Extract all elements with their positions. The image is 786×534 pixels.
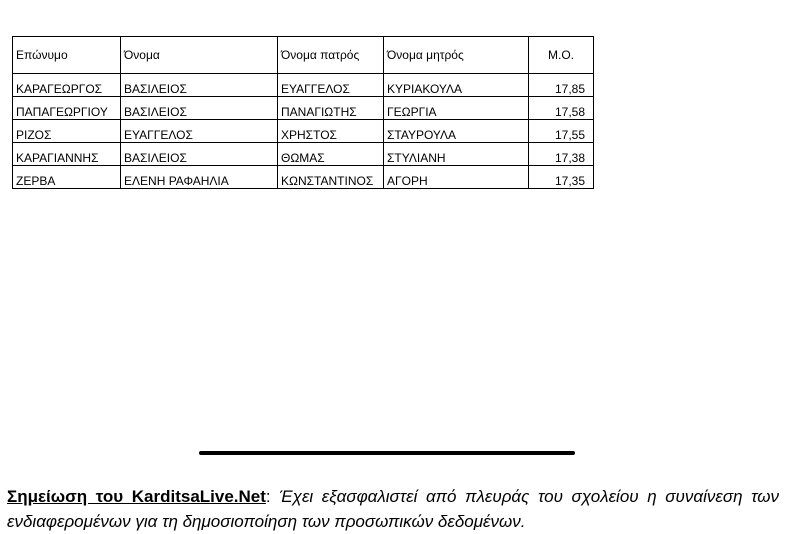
note-text: Έχει εξασφαλιστεί από πλευράς του σχολείου η συναίνεση των ενδιαφερομένων για τη δημοσιοποίηση των προσωπικών δεδομένων. (7, 487, 779, 531)
header-surname: Επώνυμο (13, 37, 121, 74)
cell-father-name: ΧΡΗΣΤΟΣ (278, 120, 384, 143)
note-separator: : (265, 487, 271, 506)
header-average: Μ.Ο. (529, 37, 594, 74)
cell-mother-name: ΣΤΥΛΙΑΝΗ (384, 143, 529, 166)
cell-first-name: ΒΑΣΙΛΕΙΟΣ (121, 97, 278, 120)
cell-average: 17,38 (529, 143, 594, 166)
separator-bar (199, 451, 575, 455)
cell-average: 17,35 (529, 166, 594, 189)
cell-first-name: ΒΑΣΙΛΕΙΟΣ (121, 143, 278, 166)
cell-surname: ΡΙΖΟΣ (13, 120, 121, 143)
cell-father-name: ΠΑΝΑΓΙΩΤΗΣ (278, 97, 384, 120)
cell-mother-name: ΑΓΟΡΗ (384, 166, 529, 189)
cell-father-name: ΕΥΑΓΓΕΛΟΣ (278, 74, 384, 97)
cell-father-name: ΚΩΝΣΤΑΝΤΙΝΟΣ (278, 166, 384, 189)
cell-average: 17,58 (529, 97, 594, 120)
table-header-row (13, 37, 594, 74)
cell-surname: ΖΕΡΒΑ (13, 166, 121, 189)
table-row (13, 74, 594, 97)
table-row (13, 97, 594, 120)
cell-surname: ΚΑΡΑΓΙΑΝΝΗΣ (13, 143, 121, 166)
cell-father-name: ΘΩΜΑΣ (278, 143, 384, 166)
table-row (13, 166, 594, 189)
header-first-name: Όνομα (121, 37, 278, 74)
header-mother-name: Όνομα μητρός (384, 37, 529, 74)
cell-surname: ΚΑΡΑΓΕΩΡΓΟΣ (13, 74, 121, 97)
cell-mother-name: ΣΤΑΥΡΟΥΛΑ (384, 120, 529, 143)
disclaimer-note (7, 484, 779, 534)
cell-first-name: ΕΛΕΝΗ ΡΑΦΑΗΛΙΑ (121, 166, 278, 189)
cell-mother-name: ΚΥΡΙΑΚΟΥΛΑ (384, 74, 529, 97)
header-father-name: Όνομα πατρός (278, 37, 384, 74)
cell-first-name: ΕΥΑΓΓΕΛΟΣ (121, 120, 278, 143)
cell-surname: ΠΑΠΑΓΕΩΡΓΙΟΥ (13, 97, 121, 120)
table-row (13, 120, 594, 143)
cell-average: 17,55 (529, 120, 594, 143)
table-row (13, 143, 594, 166)
grades-table (12, 36, 594, 189)
cell-first-name: ΒΑΣΙΛΕΙΟΣ (121, 74, 278, 97)
cell-average: 17,85 (529, 74, 594, 97)
note-site-label: Σημείωση του KarditsaLive.Net (7, 487, 266, 506)
cell-mother-name: ΓΕΩΡΓΙΑ (384, 97, 529, 120)
